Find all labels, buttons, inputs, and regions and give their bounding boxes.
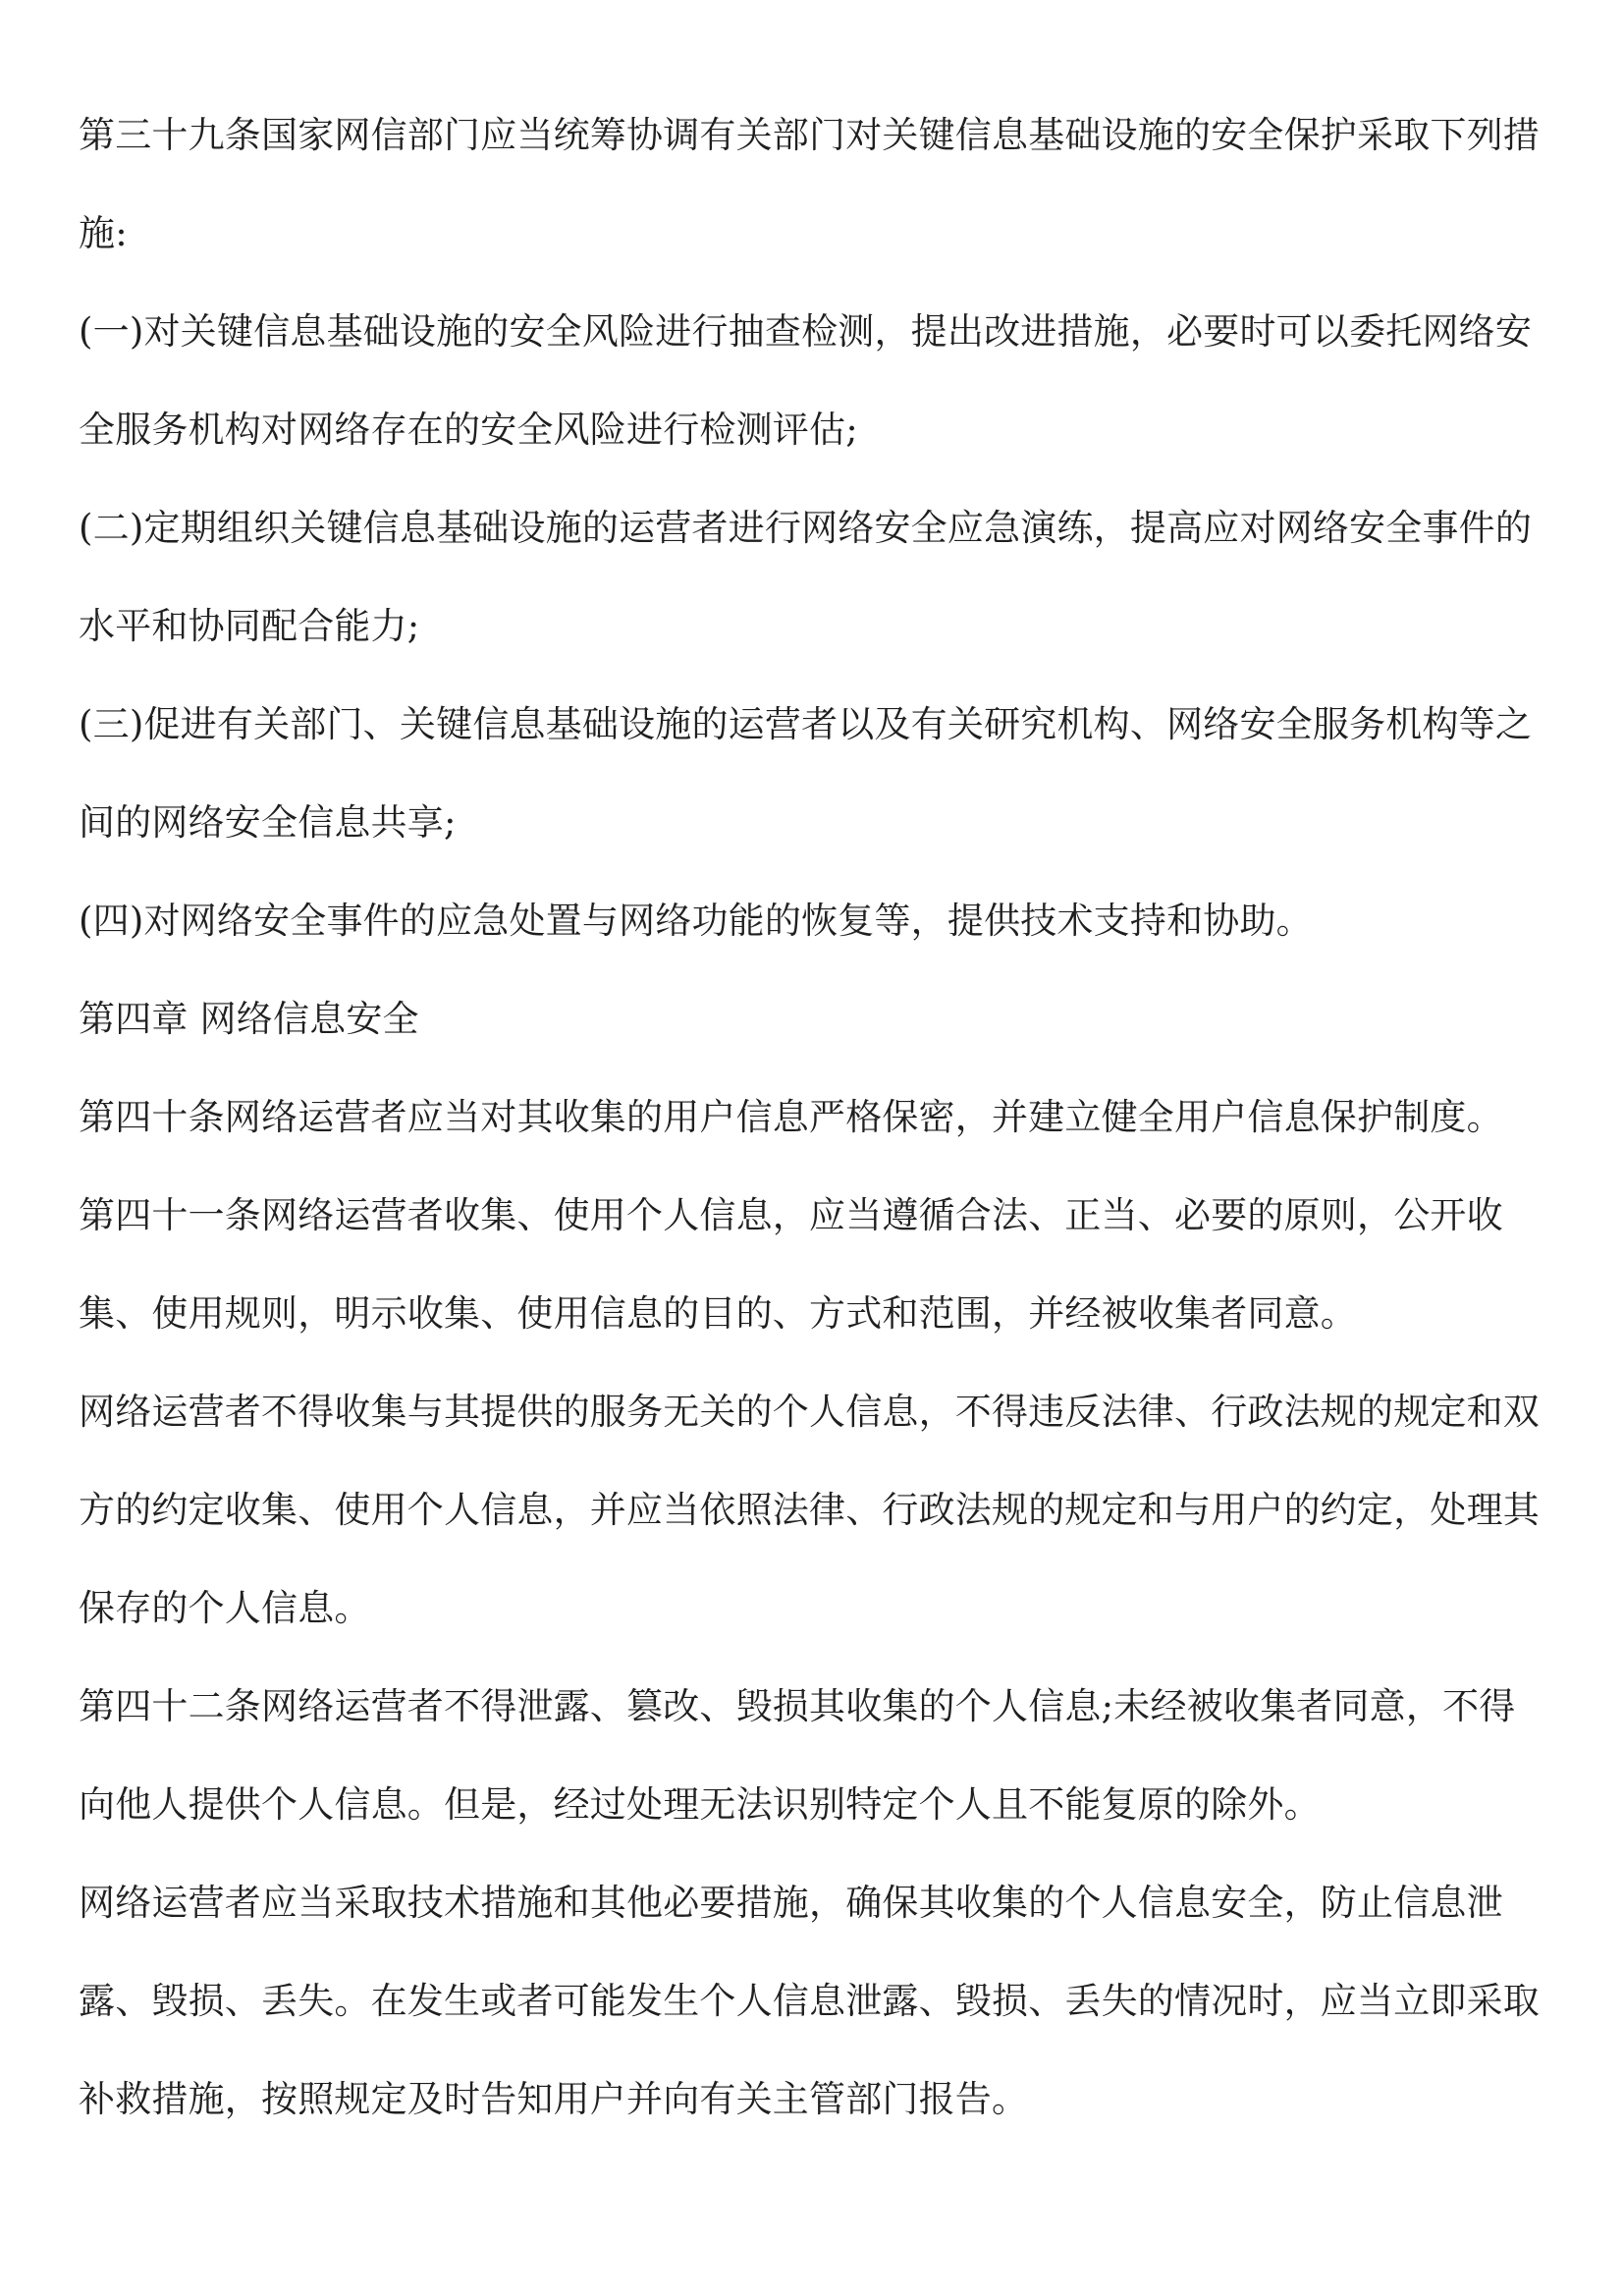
paragraph-article-39: 第三十九条国家网信部门应当统筹协调有关部门对关键信息基础设施的安全保护采取下列措施: [79,114,1540,254]
paragraph-item-3: (三)促进有关部门、关键信息基础设施的运营者以及有关研究机构、网络安全服务机构等之间的网络安全信息共享; [79,703,1533,844]
chapter-heading: 第四章 网络信息安全 [79,998,419,1040]
paragraph-article-42: 第四十二条网络运营者不得泄露、篡改、毁损其收集的个人信息;未经被收集者同意，不得向他人提供个人信息。但是，经过处理无法识别特定个人且不能复原的除外。 [79,1685,1516,1826]
paragraph-item-4: (四)对网络安全事件的应急处置与网络功能的恢复等，提供技术支持和协助。 [79,900,1313,942]
paragraph-item-2: (二)定期组织关键信息基础设施的运营者进行网络安全应急演练，提高应对网络安全事件的水平和协同配合能力; [79,507,1533,647]
paragraph-item-1: (一)对关键信息基础设施的安全风险进行抽查检测，提出改进措施，必要时可以委托网络安全服务机构对网络存在的安全风险进行检测评估; [79,310,1533,451]
paragraph-article-41-clause-2: 网络运营者不得收集与其提供的服务无关的个人信息，不得违反法律、行政法规的规定和双方的约定收集、使用个人信息，并应当依照法律、行政法规的规定和与用户的约定，处理其保存的个人信息。 [79,1391,1540,1629]
paragraph-article-41: 第四十一条网络运营者收集、使用个人信息，应当遵循合法、正当、必要的原则，公开收集、使用规则，明示收集、使用信息的目的、方式和范围，并经被收集者同意。 [79,1194,1503,1335]
paragraph-article-42-clause-2: 网络运营者应当采取技术措施和其他必要措施，确保其收集的个人信息安全，防止信息泄露、毁损、丢失。在发生或者可能发生个人信息泄露、毁损、丢失的情况时，应当立即采取补救措施，按照规定及时告知用户并向有关主管部门报告。 [79,1882,1540,2120]
document-page [79,86,1551,2149]
paragraph-article-40: 第四十条网络运营者应当对其收集的用户信息严格保密，并建立健全用户信息保护制度。 [79,1096,1503,1138]
